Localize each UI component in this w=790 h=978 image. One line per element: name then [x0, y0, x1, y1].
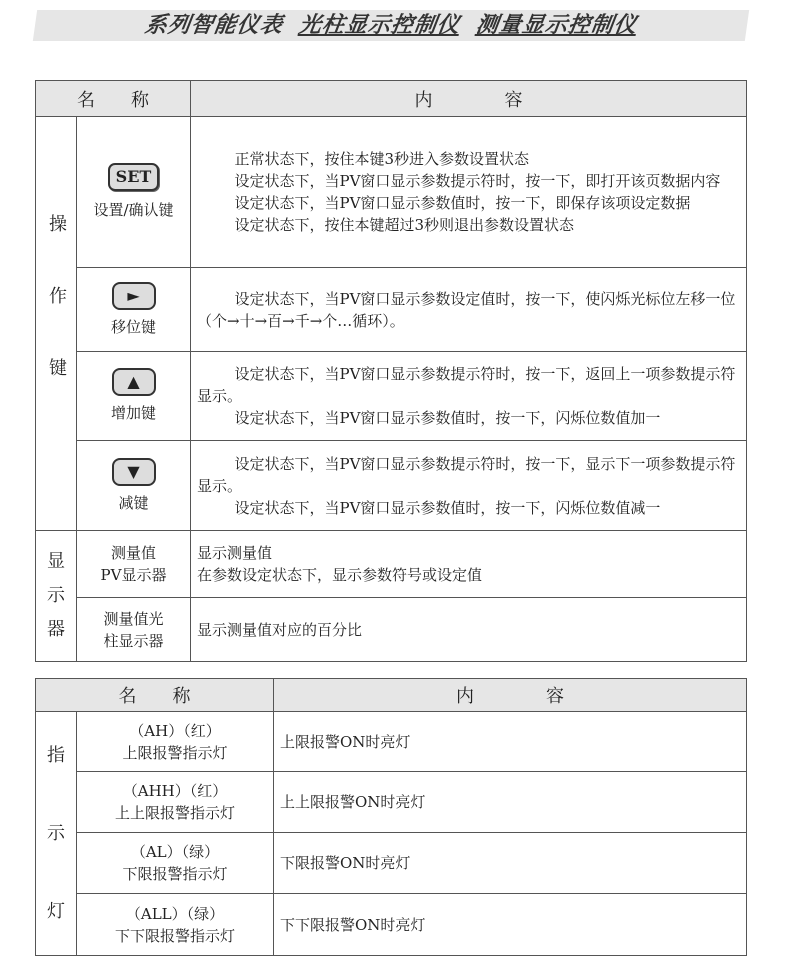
desc-line: 设定状态下，当PV窗口显示参数提示符时，按一下，返回上一项参数提示符显示。 [197, 365, 736, 405]
product-title-1: 光柱显示控制仪 [297, 13, 462, 38]
desc-line: 设定状态下，当PV窗口显示参数值时，按一下，即保存该项设定数据 [234, 194, 691, 212]
table-row [36, 833, 747, 894]
key-name: 减键 [118, 493, 149, 512]
indicator-content: 下限报警ON时亮灯 [274, 833, 747, 894]
header-content: 内 容 [191, 81, 747, 117]
table-row [36, 117, 747, 268]
indicator-table [35, 678, 747, 956]
table-row [36, 598, 747, 662]
table-header [36, 81, 747, 117]
desc-line: 设定状态下，当PV窗口显示参数设定值时，按一下，使闪烁光标位左移一位（个→十→百→千→个…循环）。 [197, 289, 736, 330]
table-row [36, 531, 747, 598]
table-row [36, 772, 747, 833]
table-header [36, 679, 747, 712]
indicator-code: （ALL）（绿） [125, 904, 225, 923]
table-row [36, 894, 747, 956]
group-operation-keys [36, 117, 77, 531]
desc-line: 正常状态下，按住本键3秒进入参数设置状态 [234, 150, 530, 168]
table-row [36, 712, 747, 772]
desc-line: 设定状态下，当PV窗口显示参数提示符时，按一下，即打开该页数据内容 [234, 172, 721, 190]
table-row [36, 352, 747, 441]
series-title: 系列智能仪表 [143, 13, 285, 38]
group-indicator: 指 示 灯 [36, 712, 77, 956]
desc-line: 设定状态下，按住本键超过3秒则退出参数设置状态 [234, 216, 575, 234]
desc-line: 设定状态下，当PV窗口显示参数提示符时，按一下，显示下一项参数提示符显示。 [197, 454, 736, 495]
display-name: PV显示器 [100, 566, 167, 584]
title-banner [33, 10, 749, 41]
indicator-content: 上上限报警ON时亮灯 [274, 772, 747, 833]
product-title-2: 测量显示控制仪 [474, 13, 639, 38]
key-name: 设置/确认键 [93, 201, 174, 219]
shift-key-icon: ► [112, 282, 156, 310]
indicator-name: 下下限报警指示灯 [114, 926, 235, 945]
header-content: 内 容 [274, 679, 747, 712]
indicator-content: 上限报警ON时亮灯 [274, 712, 747, 772]
header-name: 名 称 [36, 679, 274, 712]
header-name: 名 称 [36, 81, 191, 117]
indicator-code: （AHH）（红） [122, 782, 228, 800]
display-name: 测量值光 [103, 609, 164, 628]
group-display: 显 示 器 [36, 531, 77, 662]
indicator-name: 上限报警指示灯 [122, 743, 228, 762]
keys-display-table [35, 80, 747, 662]
display-name: 测量值 [110, 544, 156, 562]
set-key-icon: SET [108, 163, 160, 191]
indicator-name: 下限报警指示灯 [122, 865, 228, 883]
up-key-icon: ▲ [112, 368, 156, 396]
table-row [36, 268, 747, 352]
desc-line: 设定状态下，当PV窗口显示参数值时，按一下，闪烁位数值加一 [234, 409, 661, 427]
key-name: 移位键 [110, 317, 156, 336]
desc-line: 在参数设定状态下，显示参数符号或设定值 [197, 566, 483, 584]
table-row [36, 441, 747, 531]
indicator-code: （AH）（红） [129, 721, 221, 740]
desc-line: 显示测量值对应的百分比 [197, 620, 363, 639]
desc-line: 设定状态下，当PV窗口显示参数值时，按一下，闪烁位数值减一 [234, 498, 661, 517]
indicator-code: （AL）（绿） [130, 843, 220, 861]
indicator-content: 下下限报警ON时亮灯 [274, 894, 747, 956]
key-name: 增加键 [110, 404, 156, 422]
desc-line: 显示测量值 [197, 544, 273, 562]
indicator-name: 上上限报警指示灯 [114, 804, 235, 822]
down-key-icon: ▼ [112, 458, 156, 486]
group-operation-keys-label: 操作键 [46, 213, 67, 430]
display-name: 柱显示器 [103, 631, 164, 650]
